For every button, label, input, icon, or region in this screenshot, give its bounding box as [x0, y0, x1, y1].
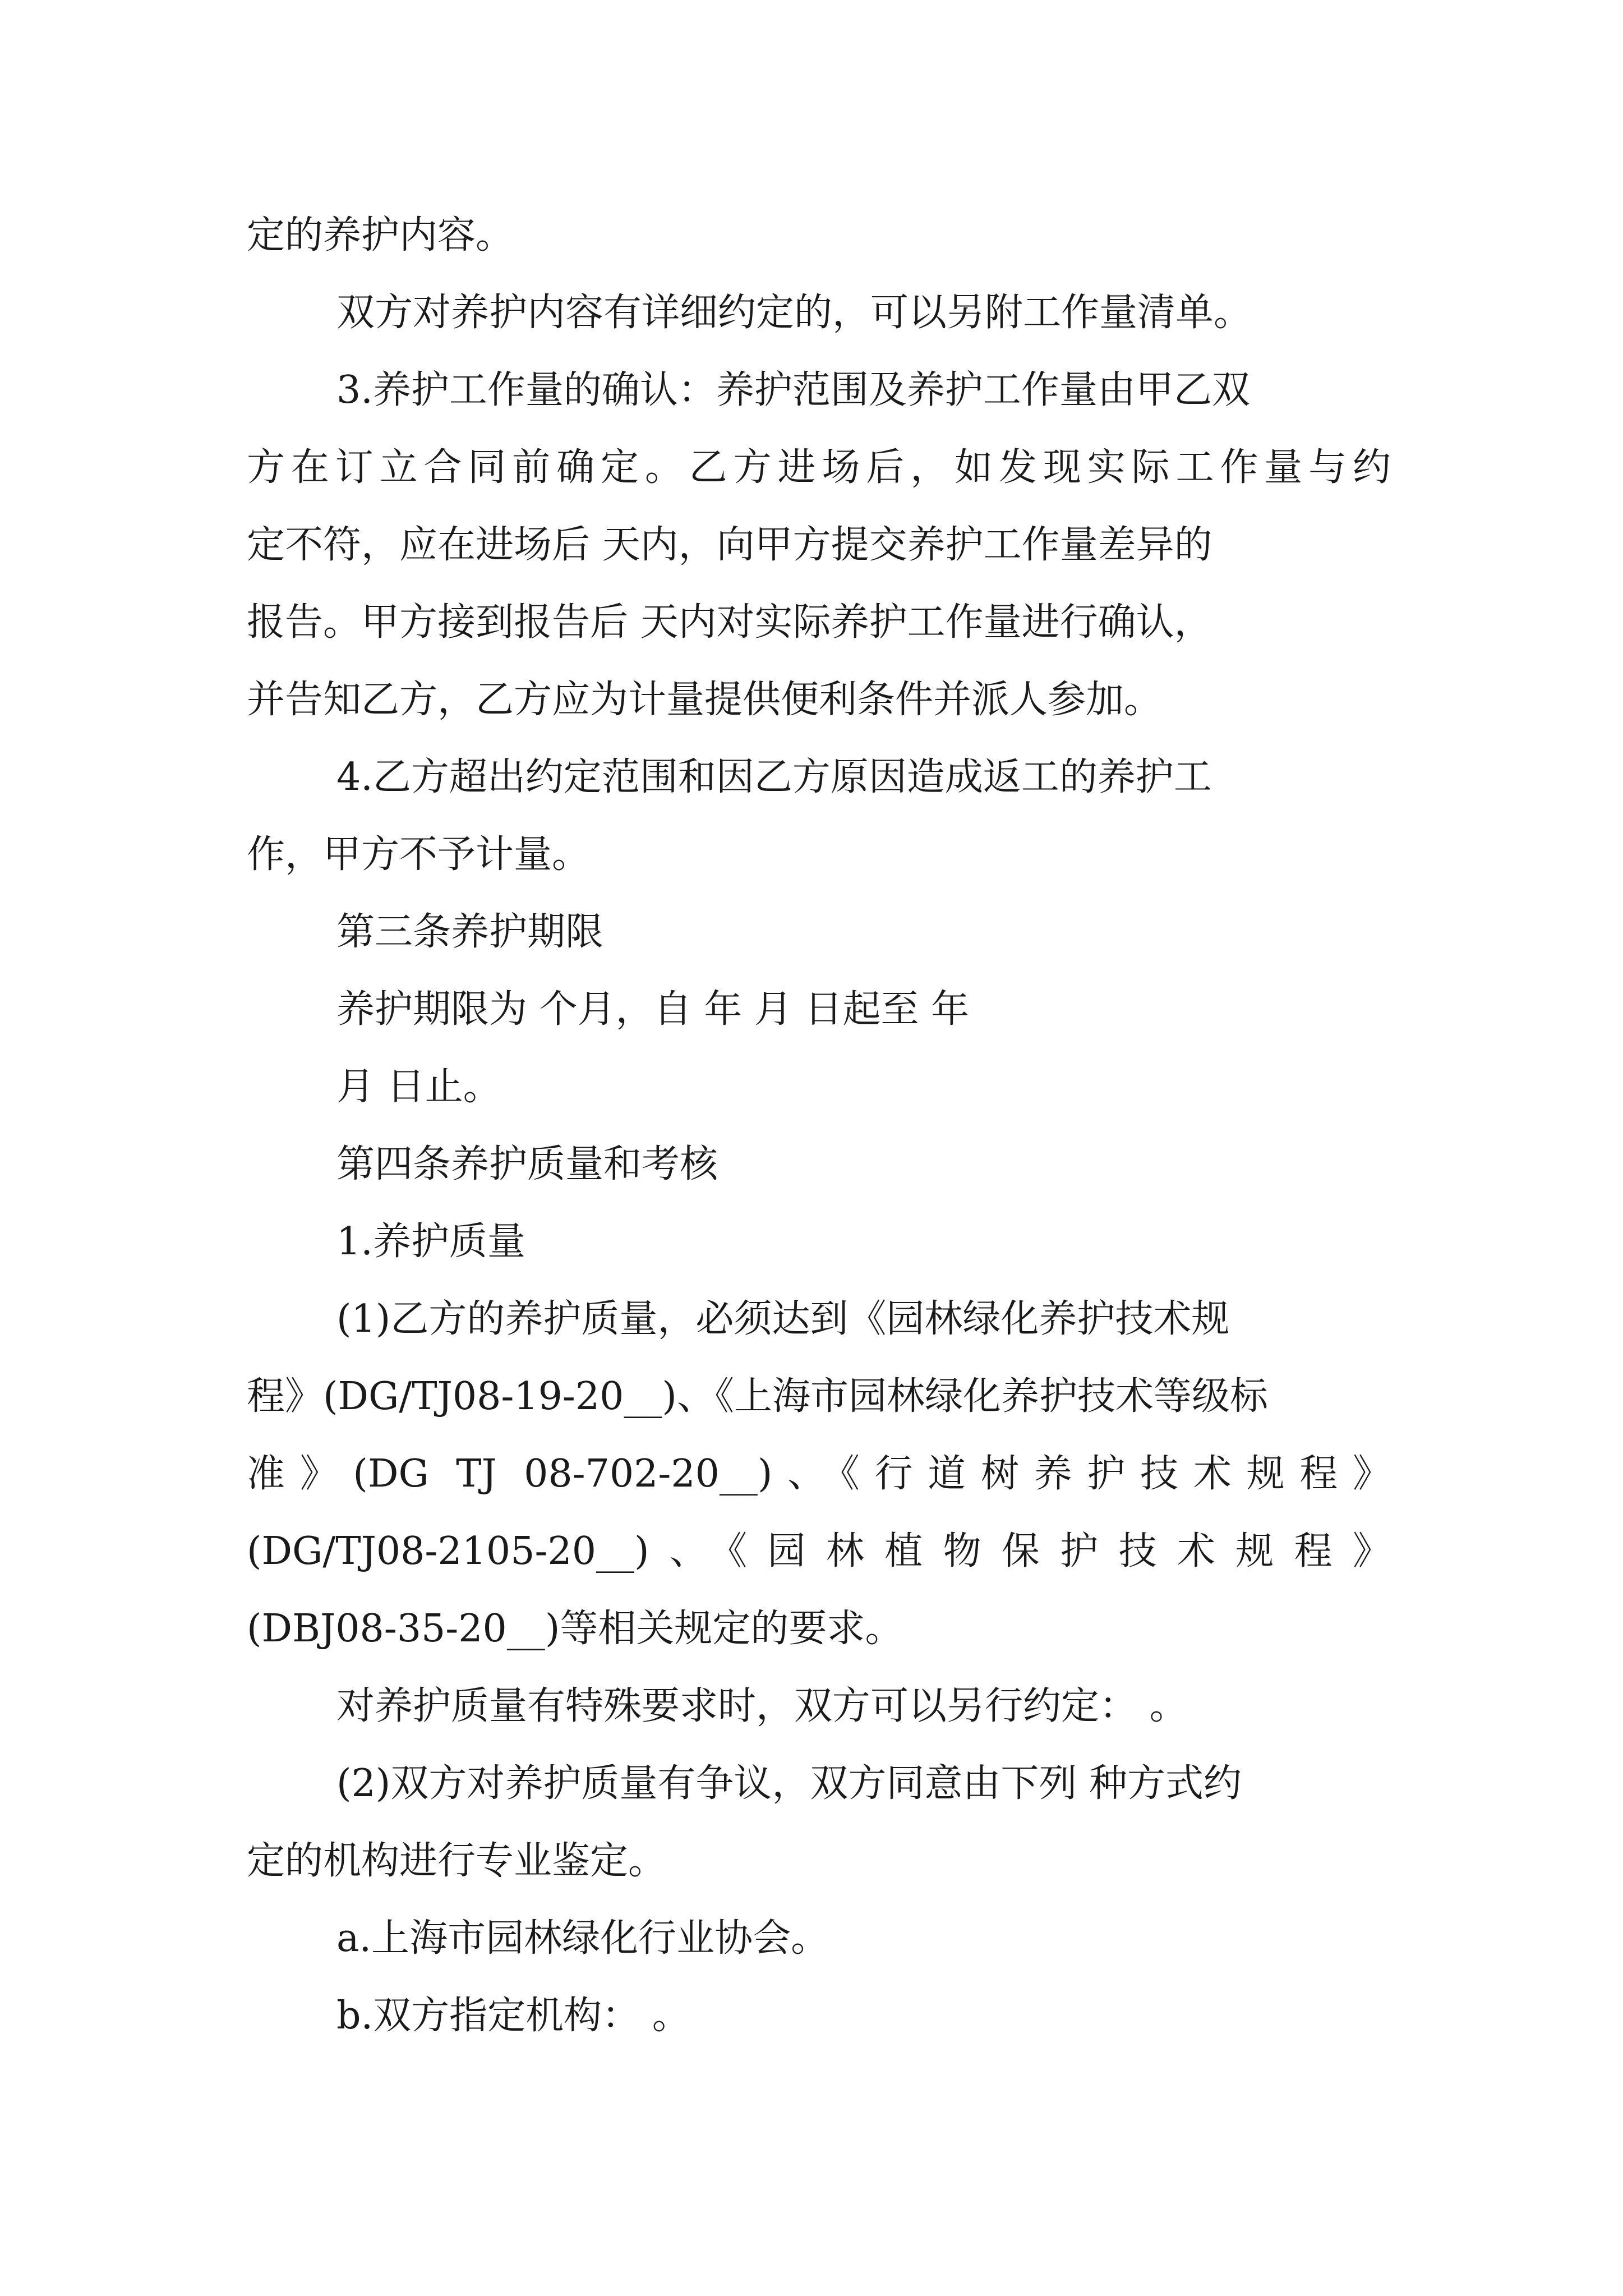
text-line-1: 定的养护内容。	[247, 213, 514, 257]
text-line-22: 定的机构进行专业鉴定。	[247, 1839, 667, 1883]
list-item-b: b.双方指定机构： 。	[336, 1994, 690, 2038]
list-item-a: a.上海市园林绿化行业协会。	[336, 1916, 829, 1961]
text-line-15: (1)乙方的养护质量，必须达到《园林绿化养护技术规	[336, 1297, 1230, 1341]
text-line-20: 对养护质量有特殊要求时，双方可以另行约定： 。	[336, 1684, 1188, 1728]
text-line-2: 双方对养护内容有详细约定的，可以另附工作量清单。	[336, 291, 1252, 335]
text-line-6: 报告。甲方接到报告后 天内对实际养护工作量进行确认，	[247, 600, 1212, 645]
text-line-17: 准》(DG TJ 08-702-20__)、《行道树养护技术规程》	[247, 1452, 1391, 1496]
text-line-12: 月 日止。	[336, 1065, 501, 1109]
text-line-21: (2)双方对养护质量有争议，双方同意由下列 种方式约	[336, 1761, 1242, 1806]
text-line-19: (DBJ08-35-20__)等相关规定的要求。	[247, 1607, 903, 1651]
text-line-7: 并告知乙方，乙方应为计量提供便利条件并派人参加。	[247, 678, 1163, 722]
text-line-3: 3.养护工作量的确认：养护范围及养护工作量由甲乙双	[336, 368, 1250, 412]
text-line-8: 4.乙方超出约定范围和因乙方原因造成返工的养护工	[336, 755, 1212, 799]
text-line-11: 养护期限为 个月，自 年 月 日起至 年	[336, 987, 970, 1032]
text-line-16: 程》(DG/TJ08-19-20__)、《上海市园林绿化养护技术等级标	[247, 1374, 1268, 1419]
section-heading-3: 第三条养护期限	[336, 910, 604, 954]
text-line-4: 方在订立合同前确定。乙方进场后，如发现实际工作量与约	[247, 445, 1391, 490]
text-line-9: 作，甲方不予计量。	[247, 832, 591, 877]
section-heading-4: 第四条养护质量和考核	[336, 1142, 718, 1186]
subheading-quality: 1.养护质量	[336, 1220, 525, 1264]
text-line-5: 定不符，应在进场后 天内，向甲方提交养护工作量差异的	[247, 523, 1212, 567]
text-line-18: (DG/TJ08-2105-20__)、《园林植物保护技术规程》	[247, 1529, 1391, 1573]
